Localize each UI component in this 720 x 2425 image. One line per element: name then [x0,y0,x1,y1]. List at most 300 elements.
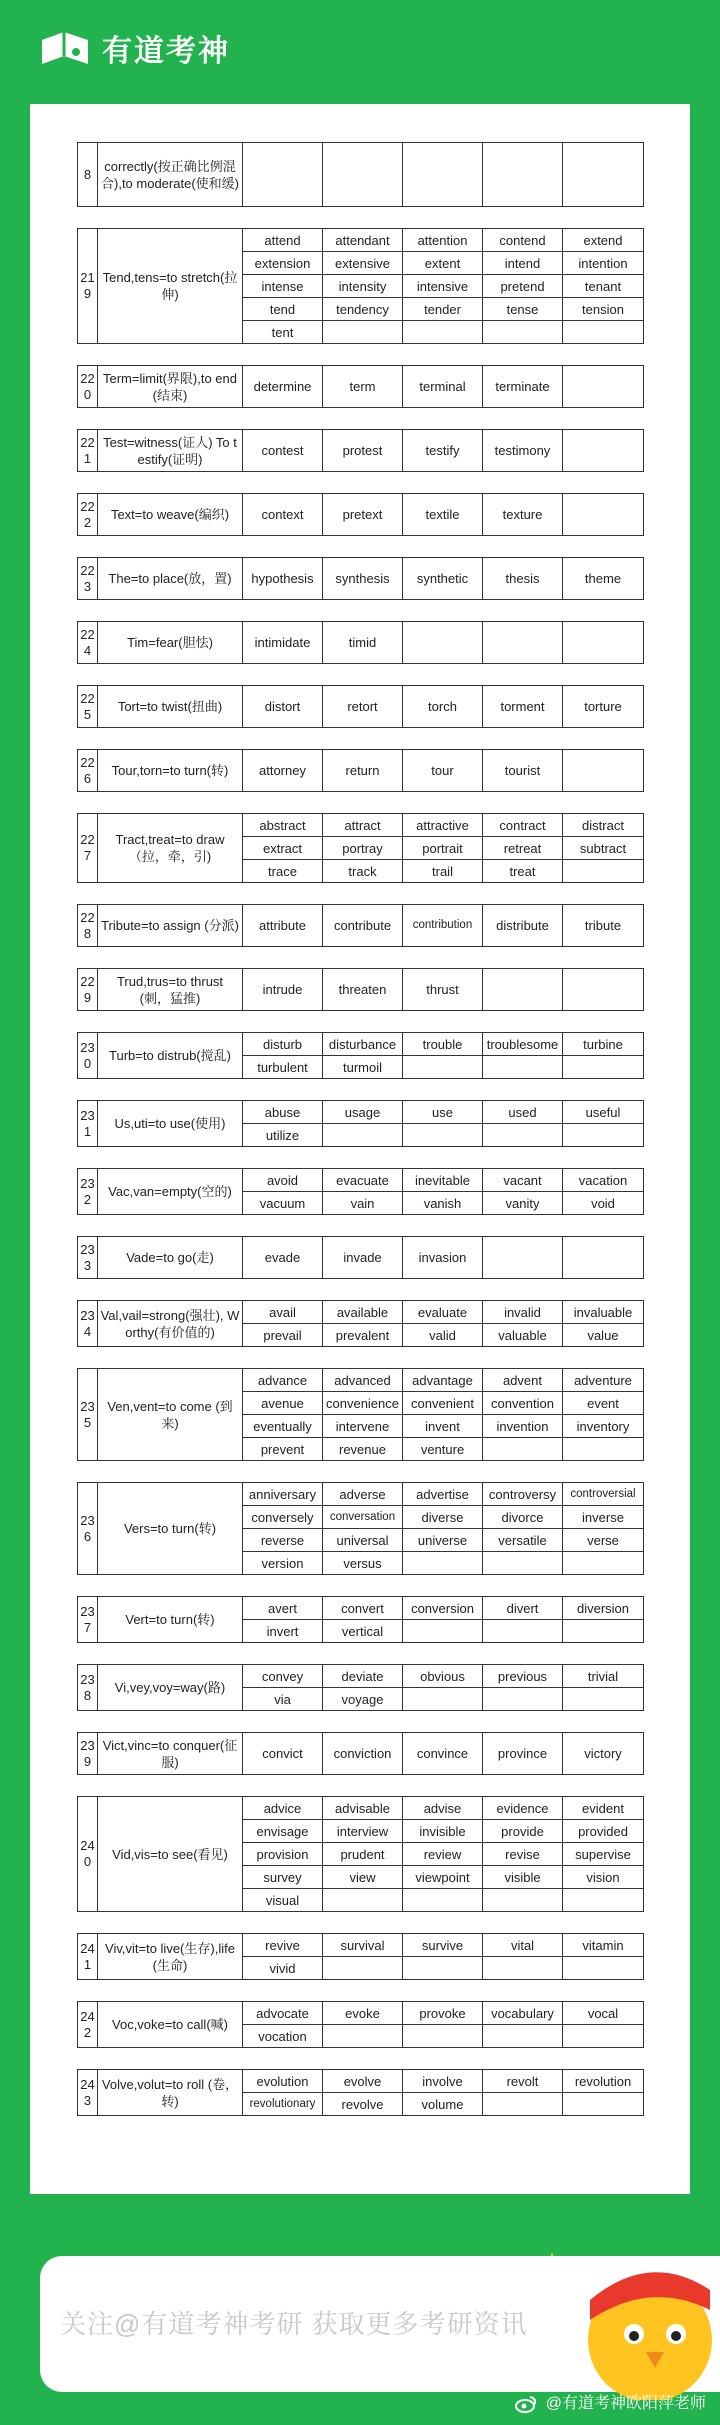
word-cell: trail [403,860,483,883]
root-definition: Volve,volut=to roll (卷，转) [98,2070,243,2116]
root-definition: Voc,voke=to call(喊) [98,2002,243,2048]
word-cell: testimony [483,430,563,472]
word-cell: convenient [403,1392,483,1415]
word-cell: distract [563,814,644,837]
root-definition: Turb=to distrub(搅乱) [98,1033,243,1079]
table-row [78,1665,644,1688]
word-cell: convey [243,1665,323,1688]
word-cell: revise [483,1843,563,1866]
word-cell: valuable [483,1324,563,1347]
word-cell: survey [243,1866,323,1889]
word-cell: revolution [563,2070,644,2093]
word-cell: divorce [483,1506,563,1529]
word-cell: testify [403,430,483,472]
word-root-table [77,557,644,600]
word-cell [403,1620,483,1643]
word-cell: contribution [403,905,483,947]
word-cell: determine [243,366,323,408]
weibo-credit[interactable] [515,2390,706,2413]
word-cell: interview [323,1820,403,1843]
word-cell: convict [243,1733,323,1775]
word-cell: tension [563,298,644,321]
word-cell: previous [483,1665,563,1688]
word-cell [403,321,483,344]
word-cell: evidence [483,1797,563,1820]
word-cell: synthesis [323,558,403,600]
word-cell: intimidate [243,622,323,664]
root-number: 243 [78,2070,98,2116]
word-root-table [77,228,644,344]
word-cell: conversion [403,1597,483,1620]
word-cell [483,2093,563,2116]
word-cell: revolutionary [243,2093,323,2116]
word-cell: conversation [323,1506,403,1529]
credit-text: @有道考神欧阳萍老师 [545,2395,706,2412]
word-cell: value [563,1324,644,1347]
root-definition: Vid,vis=to see(看见) [98,1797,243,1912]
word-cell: vertical [323,1620,403,1643]
word-cell: reverse [243,1529,323,1552]
word-cell: advent [483,1369,563,1392]
word-cell [483,143,563,207]
word-cell: intensity [323,275,403,298]
word-cell: inverse [563,1506,644,1529]
word-cell [403,143,483,207]
root-number: 230 [78,1033,98,1079]
root-number: 242 [78,2002,98,2048]
root-definition: Text=to weave(编织) [98,494,243,536]
word-cell: thesis [483,558,563,600]
word-cell [323,143,403,207]
root-definition: Ven,vent=to come (到来) [98,1369,243,1461]
word-cell: portrait [403,837,483,860]
word-cell [483,1124,563,1147]
root-definition: Vict,vinc=to conquer(征服) [98,1733,243,1775]
word-cell [323,1124,403,1147]
word-cell: troublesome [483,1033,563,1056]
word-cell: inevitable [403,1169,483,1192]
word-cell: invasion [403,1237,483,1279]
word-cell [563,1957,644,1980]
word-root-table [77,1796,644,1912]
root-definition: Us,uti=to use(使用) [98,1101,243,1147]
word-root-table [77,1100,644,1147]
word-cell: subtract [563,837,644,860]
root-definition: correctly(按正确比例混合),to moderate(使和缓) [98,143,243,207]
word-cell [483,1056,563,1079]
word-cell: avail [243,1301,323,1324]
word-cell: retreat [483,837,563,860]
root-number: 226 [78,750,98,792]
word-cell: attract [323,814,403,837]
table-row [78,1369,644,1392]
root-definition: Vert=to turn(转) [98,1597,243,1643]
word-cell: visual [243,1889,323,1912]
word-cell [563,1237,644,1279]
word-cell: terminate [483,366,563,408]
word-cell: terminal [403,366,483,408]
word-root-table [77,749,644,792]
table-row [78,366,644,408]
word-cell: supervise [563,1843,644,1866]
word-cell: volume [403,2093,483,2116]
word-cell: envisage [243,1820,323,1843]
word-cell [403,1056,483,1079]
word-cell: divert [483,1597,563,1620]
word-root-table [77,1664,644,1711]
root-definition: Tour,torn=to turn(转) [98,750,243,792]
word-cell: invade [323,1237,403,1279]
root-number: 227 [78,814,98,883]
word-cell: turbine [563,1033,644,1056]
word-cell: utilize [243,1124,323,1147]
word-cell: distort [243,686,323,728]
word-cell: available [323,1301,403,1324]
word-cell: vacation [563,1169,644,1192]
root-number: 219 [78,229,98,344]
word-cell: textile [403,494,483,536]
word-cell: universe [403,1529,483,1552]
word-cell: usage [323,1101,403,1124]
word-cell: advice [243,1797,323,1820]
word-cell: evolve [323,2070,403,2093]
word-cell: intense [243,275,323,298]
root-definition: Tort=to twist(扭曲) [98,686,243,728]
word-root-table [77,493,644,536]
word-cell [563,1124,644,1147]
root-definition: Term=limit(界限),to end(结束) [98,366,243,408]
word-cell: advisable [323,1797,403,1820]
word-cell: trivial [563,1665,644,1688]
footer-follow-text: 关注@有道考神考研 获取更多考研资讯 [60,2309,528,2339]
word-root-table [77,2001,644,2048]
word-cell: tribute [563,905,644,947]
word-cell: convert [323,1597,403,1620]
root-number: 241 [78,1934,98,1980]
word-cell: protest [323,430,403,472]
word-cell: avert [243,1597,323,1620]
word-cell: eventually [243,1415,323,1438]
word-cell [483,1957,563,1980]
word-cell: tendency [323,298,403,321]
word-root-table [77,365,644,408]
table-row [78,1033,644,1056]
word-cell [563,2025,644,2048]
word-cell [563,494,644,536]
word-cell: visible [483,1866,563,1889]
word-cell [563,750,644,792]
table-row [78,1301,644,1324]
word-cell [563,860,644,883]
word-cell: convention [483,1392,563,1415]
word-cell: evident [563,1797,644,1820]
word-root-table [77,1300,644,1347]
word-cell [483,1688,563,1711]
root-number: 233 [78,1237,98,1279]
root-definition: Tract,treat=to draw（拉，牵，引) [98,814,243,883]
word-cell [483,1438,563,1461]
word-root-table [77,2069,644,2116]
word-cell: view [323,1866,403,1889]
root-definition: Tim=fear(胆怯) [98,622,243,664]
word-cell: tend [243,298,323,321]
word-cell: inventory [563,1415,644,1438]
root-number: 231 [78,1101,98,1147]
word-cell: trace [243,860,323,883]
word-cell [483,2025,563,2048]
table-row [78,143,644,207]
word-cell: involve [403,2070,483,2093]
word-root-table [77,1732,644,1775]
word-cell: obvious [403,1665,483,1688]
word-cell: vital [483,1934,563,1957]
word-cell: survive [403,1934,483,1957]
word-cell: revolve [323,2093,403,2116]
word-cell [563,430,644,472]
word-cell: anniversary [243,1483,323,1506]
word-cell: vanish [403,1192,483,1215]
word-root-table [77,1032,644,1079]
word-cell: attend [243,229,323,252]
brand-logo[interactable] [38,26,230,70]
table-row [78,229,644,252]
word-cell: thrust [403,969,483,1011]
word-cell: adverse [323,1483,403,1506]
word-cell: valid [403,1324,483,1347]
word-cell: contend [483,229,563,252]
word-cell: conviction [323,1733,403,1775]
root-definition: Tribute=to assign (分派) [98,905,243,947]
word-cell [563,143,644,207]
word-cell: extract [243,837,323,860]
word-cell: timid [323,622,403,664]
table-row [78,1797,644,1820]
word-cell [483,969,563,1011]
word-cell: versatile [483,1529,563,1552]
word-root-table [77,904,644,947]
word-cell: survival [323,1934,403,1957]
word-cell: tour [403,750,483,792]
word-cell [323,2025,403,2048]
table-row [78,622,644,664]
word-cell: evaluate [403,1301,483,1324]
root-definition: Tend,tens=to stretch(拉伸) [98,229,243,344]
word-root-table [77,1933,644,1980]
word-cell [563,1438,644,1461]
word-cell [483,1237,563,1279]
word-cell [323,1957,403,1980]
root-number: 229 [78,969,98,1011]
word-cell: deviate [323,1665,403,1688]
root-number: 239 [78,1733,98,1775]
word-cell [483,1552,563,1575]
word-cell: torture [563,686,644,728]
word-cell: synthetic [403,558,483,600]
word-cell: texture [483,494,563,536]
word-cell [563,969,644,1011]
word-cell: invalid [483,1301,563,1324]
word-cell: invention [483,1415,563,1438]
word-cell [563,321,644,344]
word-cell: extent [403,252,483,275]
word-cell: contribute [323,905,403,947]
word-cell: vain [323,1192,403,1215]
word-cell: attractive [403,814,483,837]
root-number: 8 [78,143,98,207]
root-number: 224 [78,622,98,664]
word-cell: vacuum [243,1192,323,1215]
word-cell [403,1957,483,1980]
word-cell: pretend [483,275,563,298]
table-row [78,1934,644,1957]
table-row [78,750,644,792]
word-cell: used [483,1101,563,1124]
word-cell: revenue [323,1438,403,1461]
word-root-table [77,621,644,664]
root-definition: Vac,van=empty(空的) [98,1169,243,1215]
word-cell: trouble [403,1033,483,1056]
weibo-icon [515,2395,537,2413]
table-row [78,1483,644,1506]
root-number: 228 [78,905,98,947]
word-cell: vision [563,1866,644,1889]
word-cell: tenant [563,275,644,298]
word-cell: vanity [483,1192,563,1215]
word-cell: provided [563,1820,644,1843]
word-cell [563,1688,644,1711]
word-cell: pretext [323,494,403,536]
word-cell [563,1552,644,1575]
word-root-table [77,142,644,207]
word-cell: intensive [403,275,483,298]
word-cell: torment [483,686,563,728]
word-cell: advertise [403,1483,483,1506]
word-cell: adventure [563,1369,644,1392]
word-cell: vitamin [563,1934,644,1957]
root-definition: Test=witness(证人) To testify(证明) [98,430,243,472]
word-cell: vocation [243,2025,323,2048]
word-cell: review [403,1843,483,1866]
word-cell [483,1889,563,1912]
mascot-illustration [570,2230,720,2400]
word-cell: void [563,1192,644,1215]
word-cell: abuse [243,1101,323,1124]
root-number: 220 [78,366,98,408]
word-cell: extensive [323,252,403,275]
word-cell: retort [323,686,403,728]
word-cell: return [323,750,403,792]
word-cell: conversely [243,1506,323,1529]
table-row [78,2070,644,2093]
word-cell: extend [563,229,644,252]
word-cell: controversy [483,1483,563,1506]
content-panel [30,104,690,2194]
root-number: 225 [78,686,98,728]
word-cell [563,2093,644,2116]
root-definition: Trud,trus=to thrust (刺，猛推) [98,969,243,1011]
word-cell: via [243,1688,323,1711]
word-cell: abstract [243,814,323,837]
word-cell [563,1620,644,1643]
word-cell: useful [563,1101,644,1124]
word-cell [403,1889,483,1912]
word-cell: attorney [243,750,323,792]
word-cell: threaten [323,969,403,1011]
root-definition: The=to place(放，置) [98,558,243,600]
word-root-table [77,1596,644,1643]
word-cell: attribute [243,905,323,947]
word-cell: voyage [323,1688,403,1711]
word-cell: intend [483,252,563,275]
table-row [78,1101,644,1124]
word-root-table [77,1482,644,1575]
word-cell: venture [403,1438,483,1461]
word-cell: revive [243,1934,323,1957]
word-cell [403,2025,483,2048]
table-row [78,558,644,600]
table-row [78,969,644,1011]
word-cell: viewpoint [403,1866,483,1889]
word-cell: intention [563,252,644,275]
word-root-table [77,968,644,1011]
root-number: 221 [78,430,98,472]
word-cell: prevent [243,1438,323,1461]
word-cell: prevail [243,1324,323,1347]
table-row [78,2002,644,2025]
word-cell: attendant [323,229,403,252]
word-cell: advance [243,1369,323,1392]
table-row [78,430,644,472]
word-cell: vacant [483,1169,563,1192]
word-cell: advise [403,1797,483,1820]
word-cell: evoke [323,2002,403,2025]
word-cell: intervene [323,1415,403,1438]
word-cell: tourist [483,750,563,792]
word-cell: distribute [483,905,563,947]
table-row [78,1597,644,1620]
word-cell: advantage [403,1369,483,1392]
word-cell: invent [403,1415,483,1438]
word-cell [563,1889,644,1912]
word-cell [483,622,563,664]
table-row [78,494,644,536]
table-row [78,1169,644,1192]
word-cell: invaluable [563,1301,644,1324]
word-cell: prudent [323,1843,403,1866]
header [0,0,720,96]
word-cell: evade [243,1237,323,1279]
root-number: 236 [78,1483,98,1575]
root-number: 234 [78,1301,98,1347]
root-number: 232 [78,1169,98,1215]
table-row [78,1237,644,1279]
word-cell: revolt [483,2070,563,2093]
word-cell: term [323,366,403,408]
word-cell: extension [243,252,323,275]
word-cell: tense [483,298,563,321]
root-definition: Val,vail=strong(强壮), Worthy(有价值的) [98,1301,243,1347]
word-cell: advocate [243,2002,323,2025]
table-row [78,905,644,947]
word-cell: evolution [243,2070,323,2093]
word-root-table [77,1236,644,1279]
word-cell: turbulent [243,1056,323,1079]
word-cell: provoke [403,2002,483,2025]
word-cell [403,1688,483,1711]
word-cell: version [243,1552,323,1575]
root-definition: Vade=to go(走) [98,1237,243,1279]
word-cell: track [323,860,403,883]
